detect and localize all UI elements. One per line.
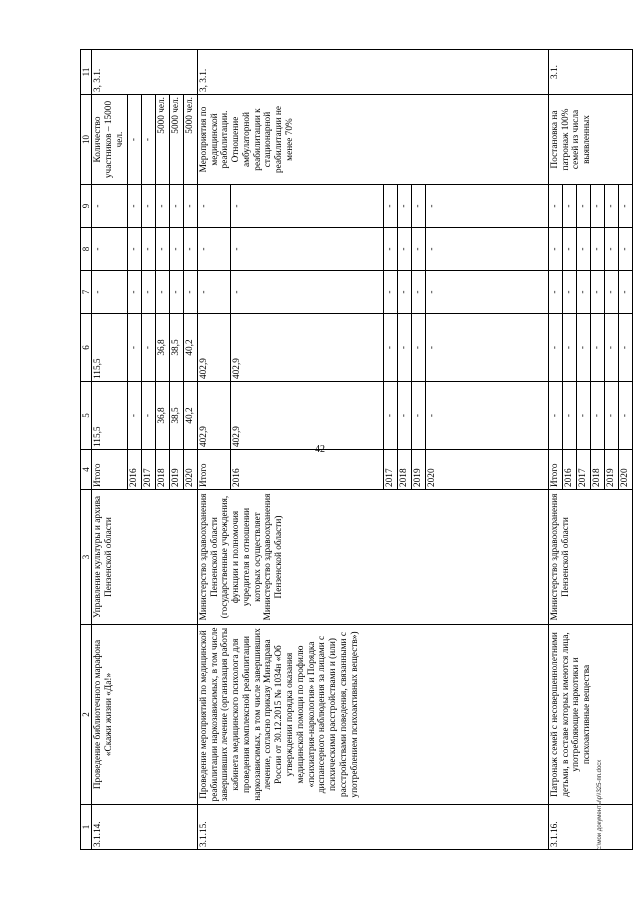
value-cell: - [576,228,590,271]
value-cell: - [183,228,197,271]
value-cell: - [127,382,141,450]
value-cell: - [425,382,548,450]
value-cell: 40,2 [183,314,197,382]
value-cell: 38,5 [169,314,183,382]
value-cell: - [590,185,604,228]
value-cell: 115,5 [92,382,127,450]
value-cell: - [562,271,576,314]
value-cell: - [92,271,127,314]
value-cell: - [618,228,632,271]
value-cell: 115,5 [92,314,127,382]
year-cell: 2020 [183,450,197,490]
item-executor: Министерство здравоохранения Пензенской области [548,490,632,625]
value-cell: - [411,271,425,314]
value-cell: - [92,185,127,228]
year-cell: 2017 [576,450,590,490]
value-cell: - [604,314,618,382]
result-cell: Мероприятия по медицинской реабилитации. Отношение амбулаторной реабилитации к стационарной реабилитации не менее 70% [197,95,548,185]
value-cell: - [562,185,576,228]
value-cell: - [618,314,632,382]
year-cell: 2016 [230,450,383,490]
result-cell: - [127,95,141,185]
links-cell: 3.1. [548,50,632,95]
value-cell: - [411,185,425,228]
value-cell: - [383,382,397,450]
value-cell: - [548,228,562,271]
value-cell: - [197,185,230,228]
value-cell: 36,8 [155,314,169,382]
year-cell: 2018 [155,450,169,490]
value-cell: - [618,185,632,228]
value-cell: - [411,228,425,271]
value-cell: - [397,382,411,450]
item-number: 3.1.16. [548,805,632,850]
value-cell: - [425,228,548,271]
value-cell: - [562,228,576,271]
value-cell: - [383,271,397,314]
header-cell: 4 [81,450,92,490]
value-cell: - [397,271,411,314]
header-cell: 3 [81,490,92,625]
year-cell: 2018 [397,450,411,490]
header-cell: 5 [81,382,92,450]
value-cell: - [141,314,155,382]
column-numbers-row [81,50,92,850]
value-cell: - [425,314,548,382]
value-cell: - [590,382,604,450]
value-cell: 402,9 [197,314,230,382]
year-cell: 2020 [618,450,632,490]
item-name: Проведение мероприятий по медицинской реабилитации наркозависимых, в том числе завершивших лечение (организация работы кабинета медицинского психолога для проведения комплексной реабилитации наркозависимых, в том числе завершивших лечение, согласно приказу Минздрава России от 30.12.2015 № 1034н «Об утверждении порядка оказания медицинской помощи по профилю «психиатрия-наркология» и Порядка диспансерного наблюдения за лицами с психическими расстройствами и (или) расстройствами поведения, связанными с употреблением психоактивных веществ») [197,625,548,805]
value-cell: - [155,185,169,228]
measures-table [80,49,633,850]
value-cell: 36,8 [155,382,169,450]
value-cell: - [141,228,155,271]
year-cell: 2017 [383,450,397,490]
value-cell: - [169,185,183,228]
value-cell: - [604,382,618,450]
value-cell: - [618,382,632,450]
page-number: 42 [315,444,325,455]
value-cell: - [562,314,576,382]
value-cell: - [576,271,590,314]
value-cell: - [411,314,425,382]
result-cell: - [141,95,155,185]
value-cell: 402,9 [230,382,383,450]
value-cell: - [383,185,397,228]
value-cell: - [141,382,155,450]
value-cell: 40,2 [183,382,197,450]
value-cell: - [548,382,562,450]
result-cell: Постановка на патронаж 100% семей из числа выявленных [548,95,632,185]
value-cell: - [169,271,183,314]
year-cell: 2019 [411,450,425,490]
year-cell: Итого [92,450,127,490]
value-cell: - [230,228,383,271]
table-row [197,50,230,850]
year-cell: Итого [548,450,562,490]
value-cell: - [230,271,383,314]
header-cell: 1 [81,805,92,850]
value-cell: 402,9 [197,382,230,450]
value-cell: - [397,314,411,382]
header-cell: 10 [81,95,92,185]
value-cell: - [590,271,604,314]
value-cell: - [127,228,141,271]
value-cell: - [562,382,576,450]
value-cell: - [590,228,604,271]
header-cell: 11 [81,50,92,95]
value-cell: - [548,185,562,228]
item-name: Патронаж семей с несовершеннолетними детьми, в составе которых имеются лица, употребляющие наркотики и психоактивные вещества [548,625,632,805]
value-cell: 402,9 [230,314,383,382]
value-cell: - [383,314,397,382]
value-cell: - [618,271,632,314]
result-cell: 5000 чел. [155,95,169,185]
year-cell: 2018 [590,450,604,490]
value-cell: - [576,314,590,382]
item-number: 3.1.14. [92,805,197,850]
value-cell: - [548,271,562,314]
value-cell: - [197,271,230,314]
value-cell: - [183,271,197,314]
year-cell: 2020 [425,450,548,490]
table-row [92,50,127,850]
value-cell: - [127,185,141,228]
value-cell: - [127,271,141,314]
value-cell: - [155,228,169,271]
header-cell: 6 [81,314,92,382]
value-cell: - [169,228,183,271]
header-cell: 2 [81,625,92,805]
value-cell: - [127,314,141,382]
value-cell: - [92,228,127,271]
item-number: 3.1.15. [197,805,548,850]
result-cell: Количество участников – 15000 чел. [92,95,127,185]
header-cell: 7 [81,271,92,314]
year-cell: 2019 [169,450,183,490]
value-cell: - [155,271,169,314]
links-cell: 3, 3.1. [197,50,548,95]
value-cell: - [197,228,230,271]
file-path-text: c:\мои документы\р\\325-пп.docx [597,759,603,850]
header-cell: 9 [81,185,92,228]
value-cell: - [604,185,618,228]
value-cell: - [383,228,397,271]
value-cell: - [411,382,425,450]
item-name: Проведение библиотечного марафона «Скажи жизни «Да!» [92,625,197,805]
result-cell: 5000 чел. [169,95,183,185]
year-cell: 2017 [141,450,155,490]
year-cell: 2016 [562,450,576,490]
value-cell: - [590,314,604,382]
value-cell: - [141,271,155,314]
value-cell: - [576,382,590,450]
item-executor: Управление культуры и архива Пензенской области [92,490,197,625]
value-cell: - [604,271,618,314]
year-cell: Итого [197,450,230,490]
result-cell: 5000 чел. [183,95,197,185]
year-cell: 2016 [127,450,141,490]
value-cell: - [397,185,411,228]
value-cell: - [425,271,548,314]
links-cell: 3, 3.1. [92,50,197,95]
value-cell: - [230,185,383,228]
value-cell: - [425,185,548,228]
value-cell: - [141,185,155,228]
item-executor: Министерство здравоохранения Пензенской области (государственные учреждения, функции и полномочия учредителя в отношении которых осуществляет Министерство здравоохранения Пензенской области) [197,490,548,625]
value-cell: - [548,314,562,382]
value-cell: 38,5 [169,382,183,450]
value-cell: - [604,228,618,271]
year-cell: 2019 [604,450,618,490]
header-cell: 8 [81,228,92,271]
value-cell: - [183,185,197,228]
table-row [548,50,562,850]
value-cell: - [576,185,590,228]
value-cell: - [397,228,411,271]
